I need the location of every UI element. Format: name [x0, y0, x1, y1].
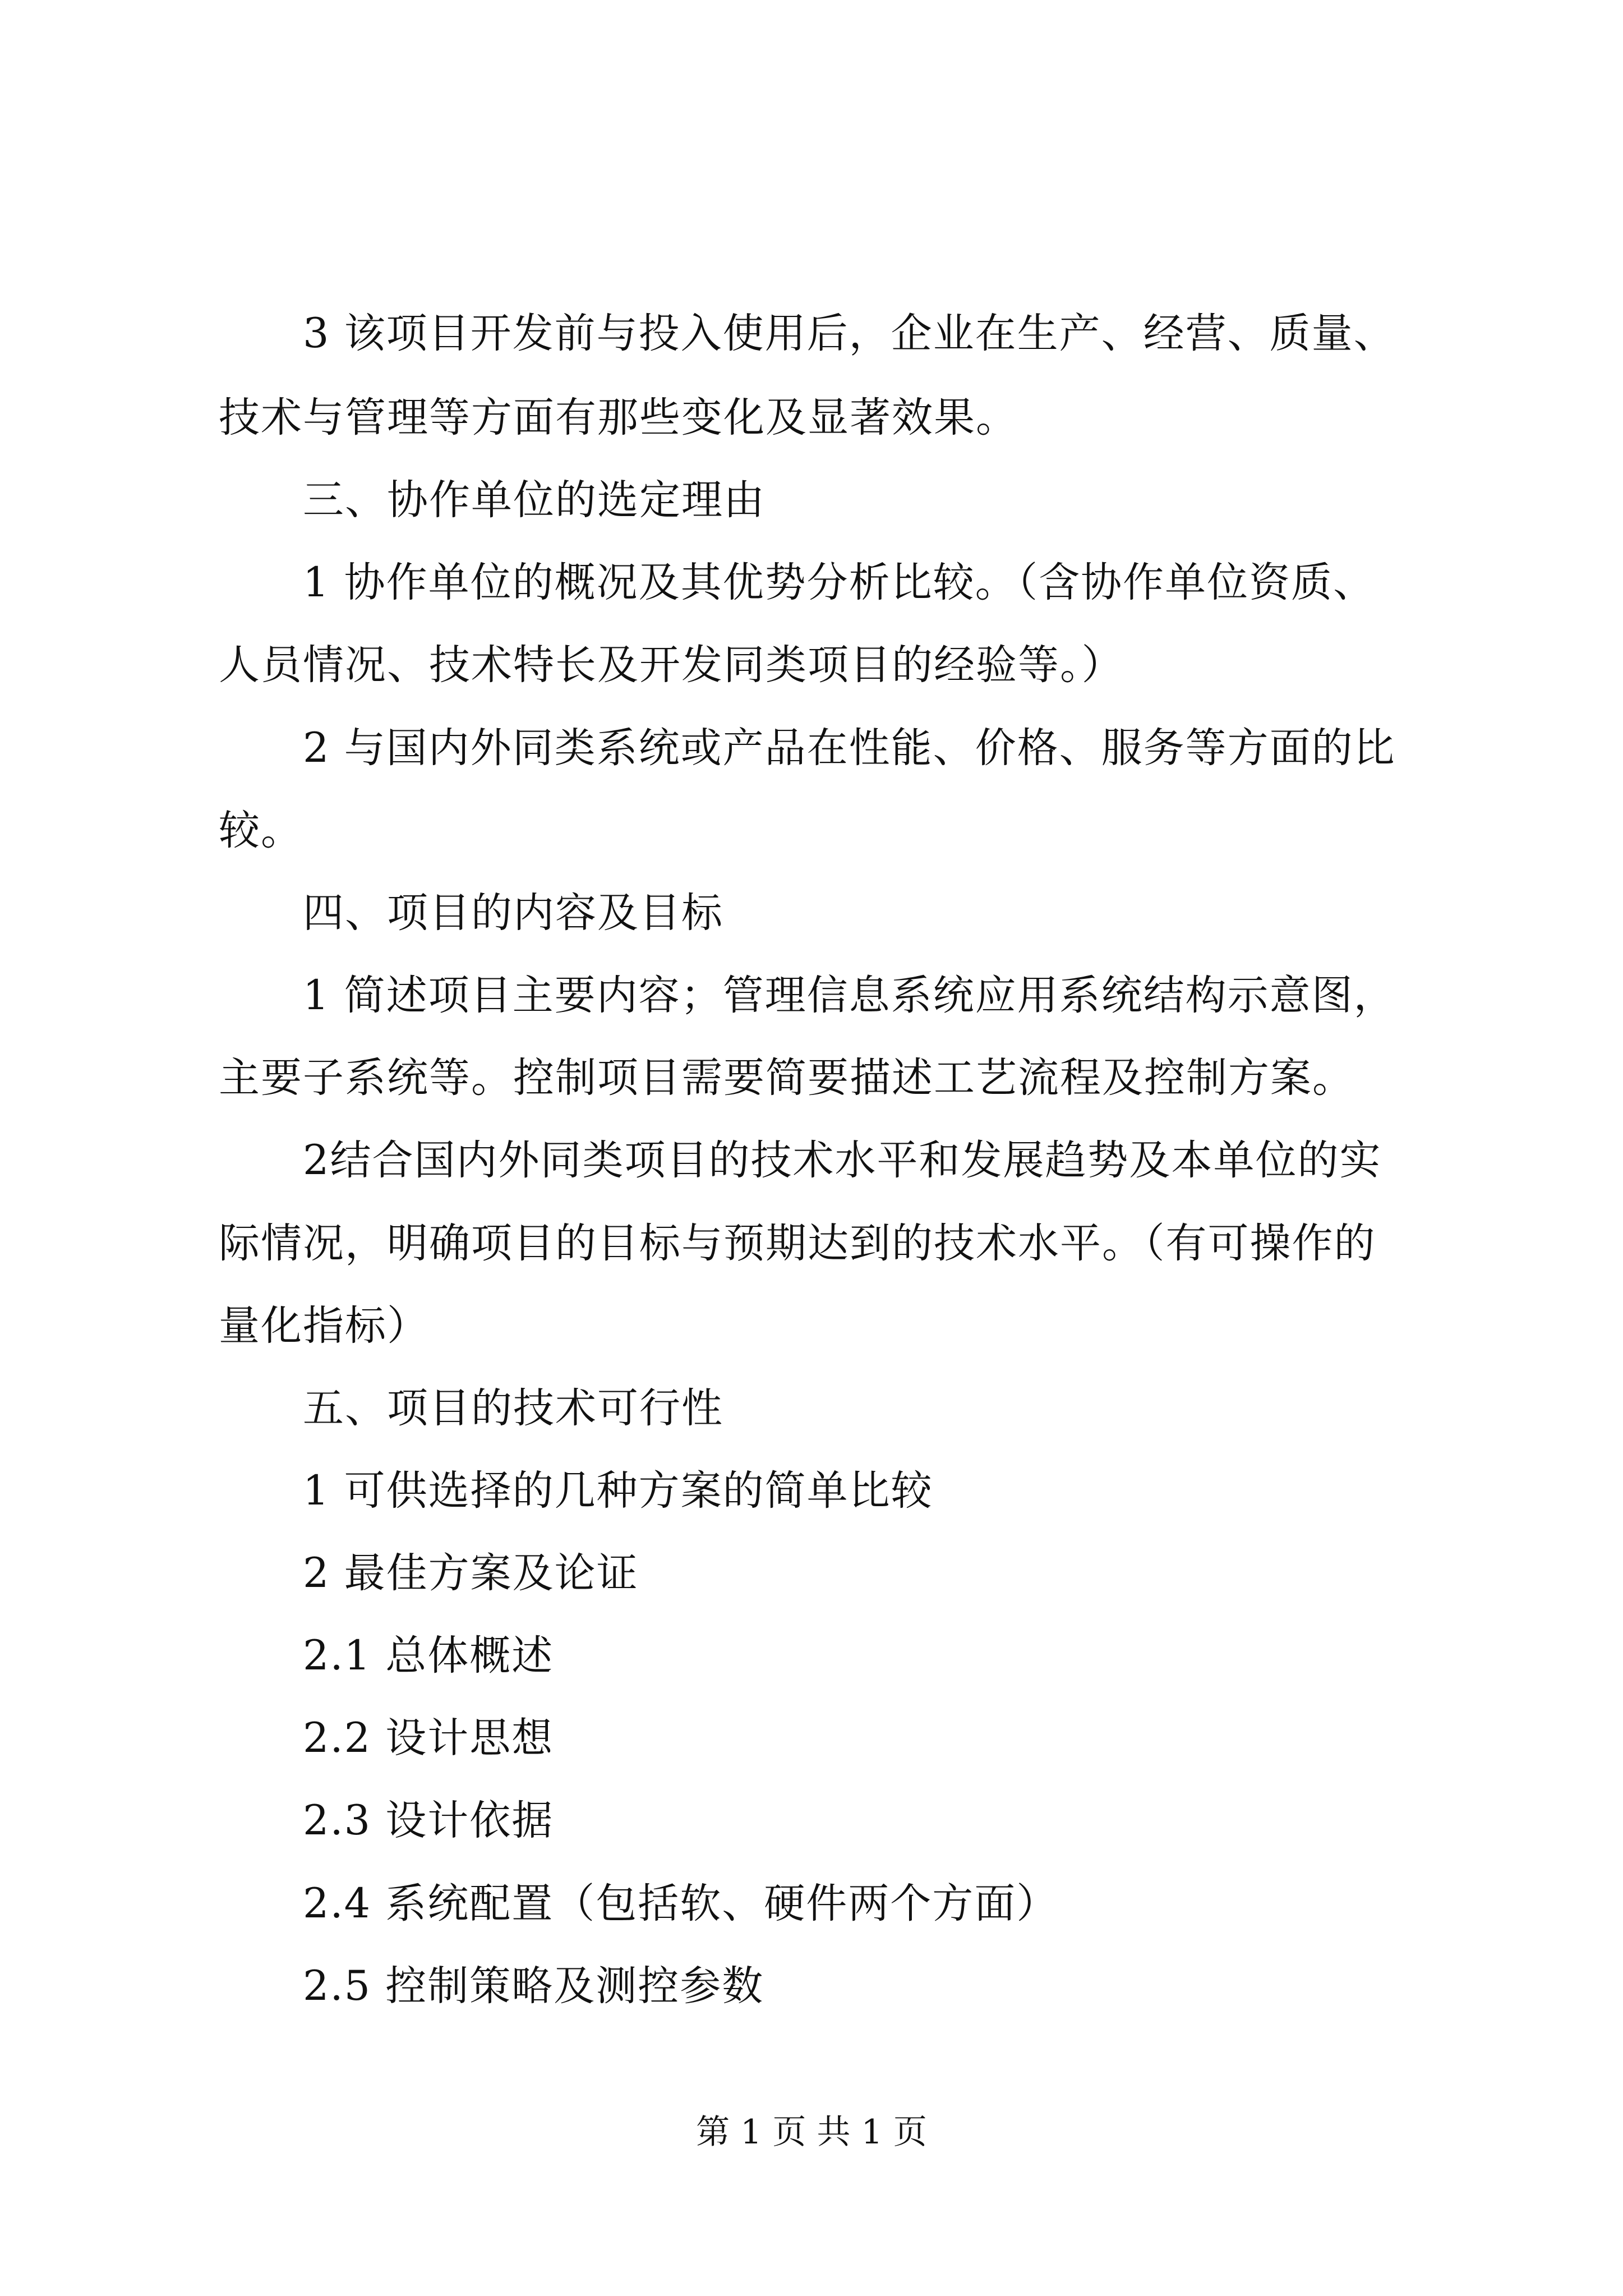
- paragraph-line-item-3: 3 该项目开发前与投入使用后，企业在生产、经营、质量、: [303, 310, 1396, 357]
- paragraph-line-item-1b-cont: 主要子系统等。控制项目需要简要描述工艺流程及控制方案。: [219, 1054, 1354, 1102]
- paragraph-line-item-2b: 2结合国内外同类项目的技术水平和发展趋势及本单位的实: [303, 1137, 1382, 1184]
- section-heading-4: 四、项目的内容及目标: [303, 889, 723, 937]
- paragraph-line-item-1: 1 协作单位的概况及其优势分析比较。（含协作单位资质、: [303, 559, 1376, 606]
- paragraph-line-item-2b-cont: 际情况，明确项目的目标与预期达到的技术水平。（有可操作的: [219, 1220, 1376, 1267]
- list-item-2-3: 2.3 设计依据: [303, 1797, 554, 1844]
- list-item-1: 1 可供选择的几种方案的简单比较: [303, 1467, 933, 1515]
- list-item-2: 2 最佳方案及论证: [303, 1549, 639, 1597]
- list-item-2-2: 2.2 设计思想: [303, 1714, 554, 1762]
- list-item-2-1: 2.1 总体概述: [303, 1632, 554, 1680]
- section-heading-3: 三、协作单位的选定理由: [303, 476, 766, 524]
- paragraph-line-item-1-cont: 人员情况、技术特长及开发同类项目的经验等。）: [219, 641, 1124, 689]
- paragraph-line-item-3-cont: 技术与管理等方面有那些变化及显著效果。: [219, 394, 1018, 441]
- paragraph-line-item-1b: 1 简述项目主要内容；管理信息系统应用系统结构示意图，: [303, 972, 1396, 1019]
- paragraph-line-item-2b-cont2: 量化指标）: [219, 1302, 429, 1350]
- paragraph-line-item-2-cont: 较。: [219, 807, 303, 854]
- list-item-2-5: 2.5 控制策略及测控参数: [303, 1962, 764, 2010]
- section-heading-5: 五、项目的技术可行性: [303, 1384, 723, 1432]
- list-item-2-4: 2.4 系统配置（包括软、硬件两个方面）: [303, 1880, 1059, 1927]
- paragraph-line-item-2: 2 与国内外同类系统或产品在性能、价格、服务等方面的比: [303, 724, 1396, 772]
- page-footer: 第 1 页 共 1 页: [696, 2113, 927, 2152]
